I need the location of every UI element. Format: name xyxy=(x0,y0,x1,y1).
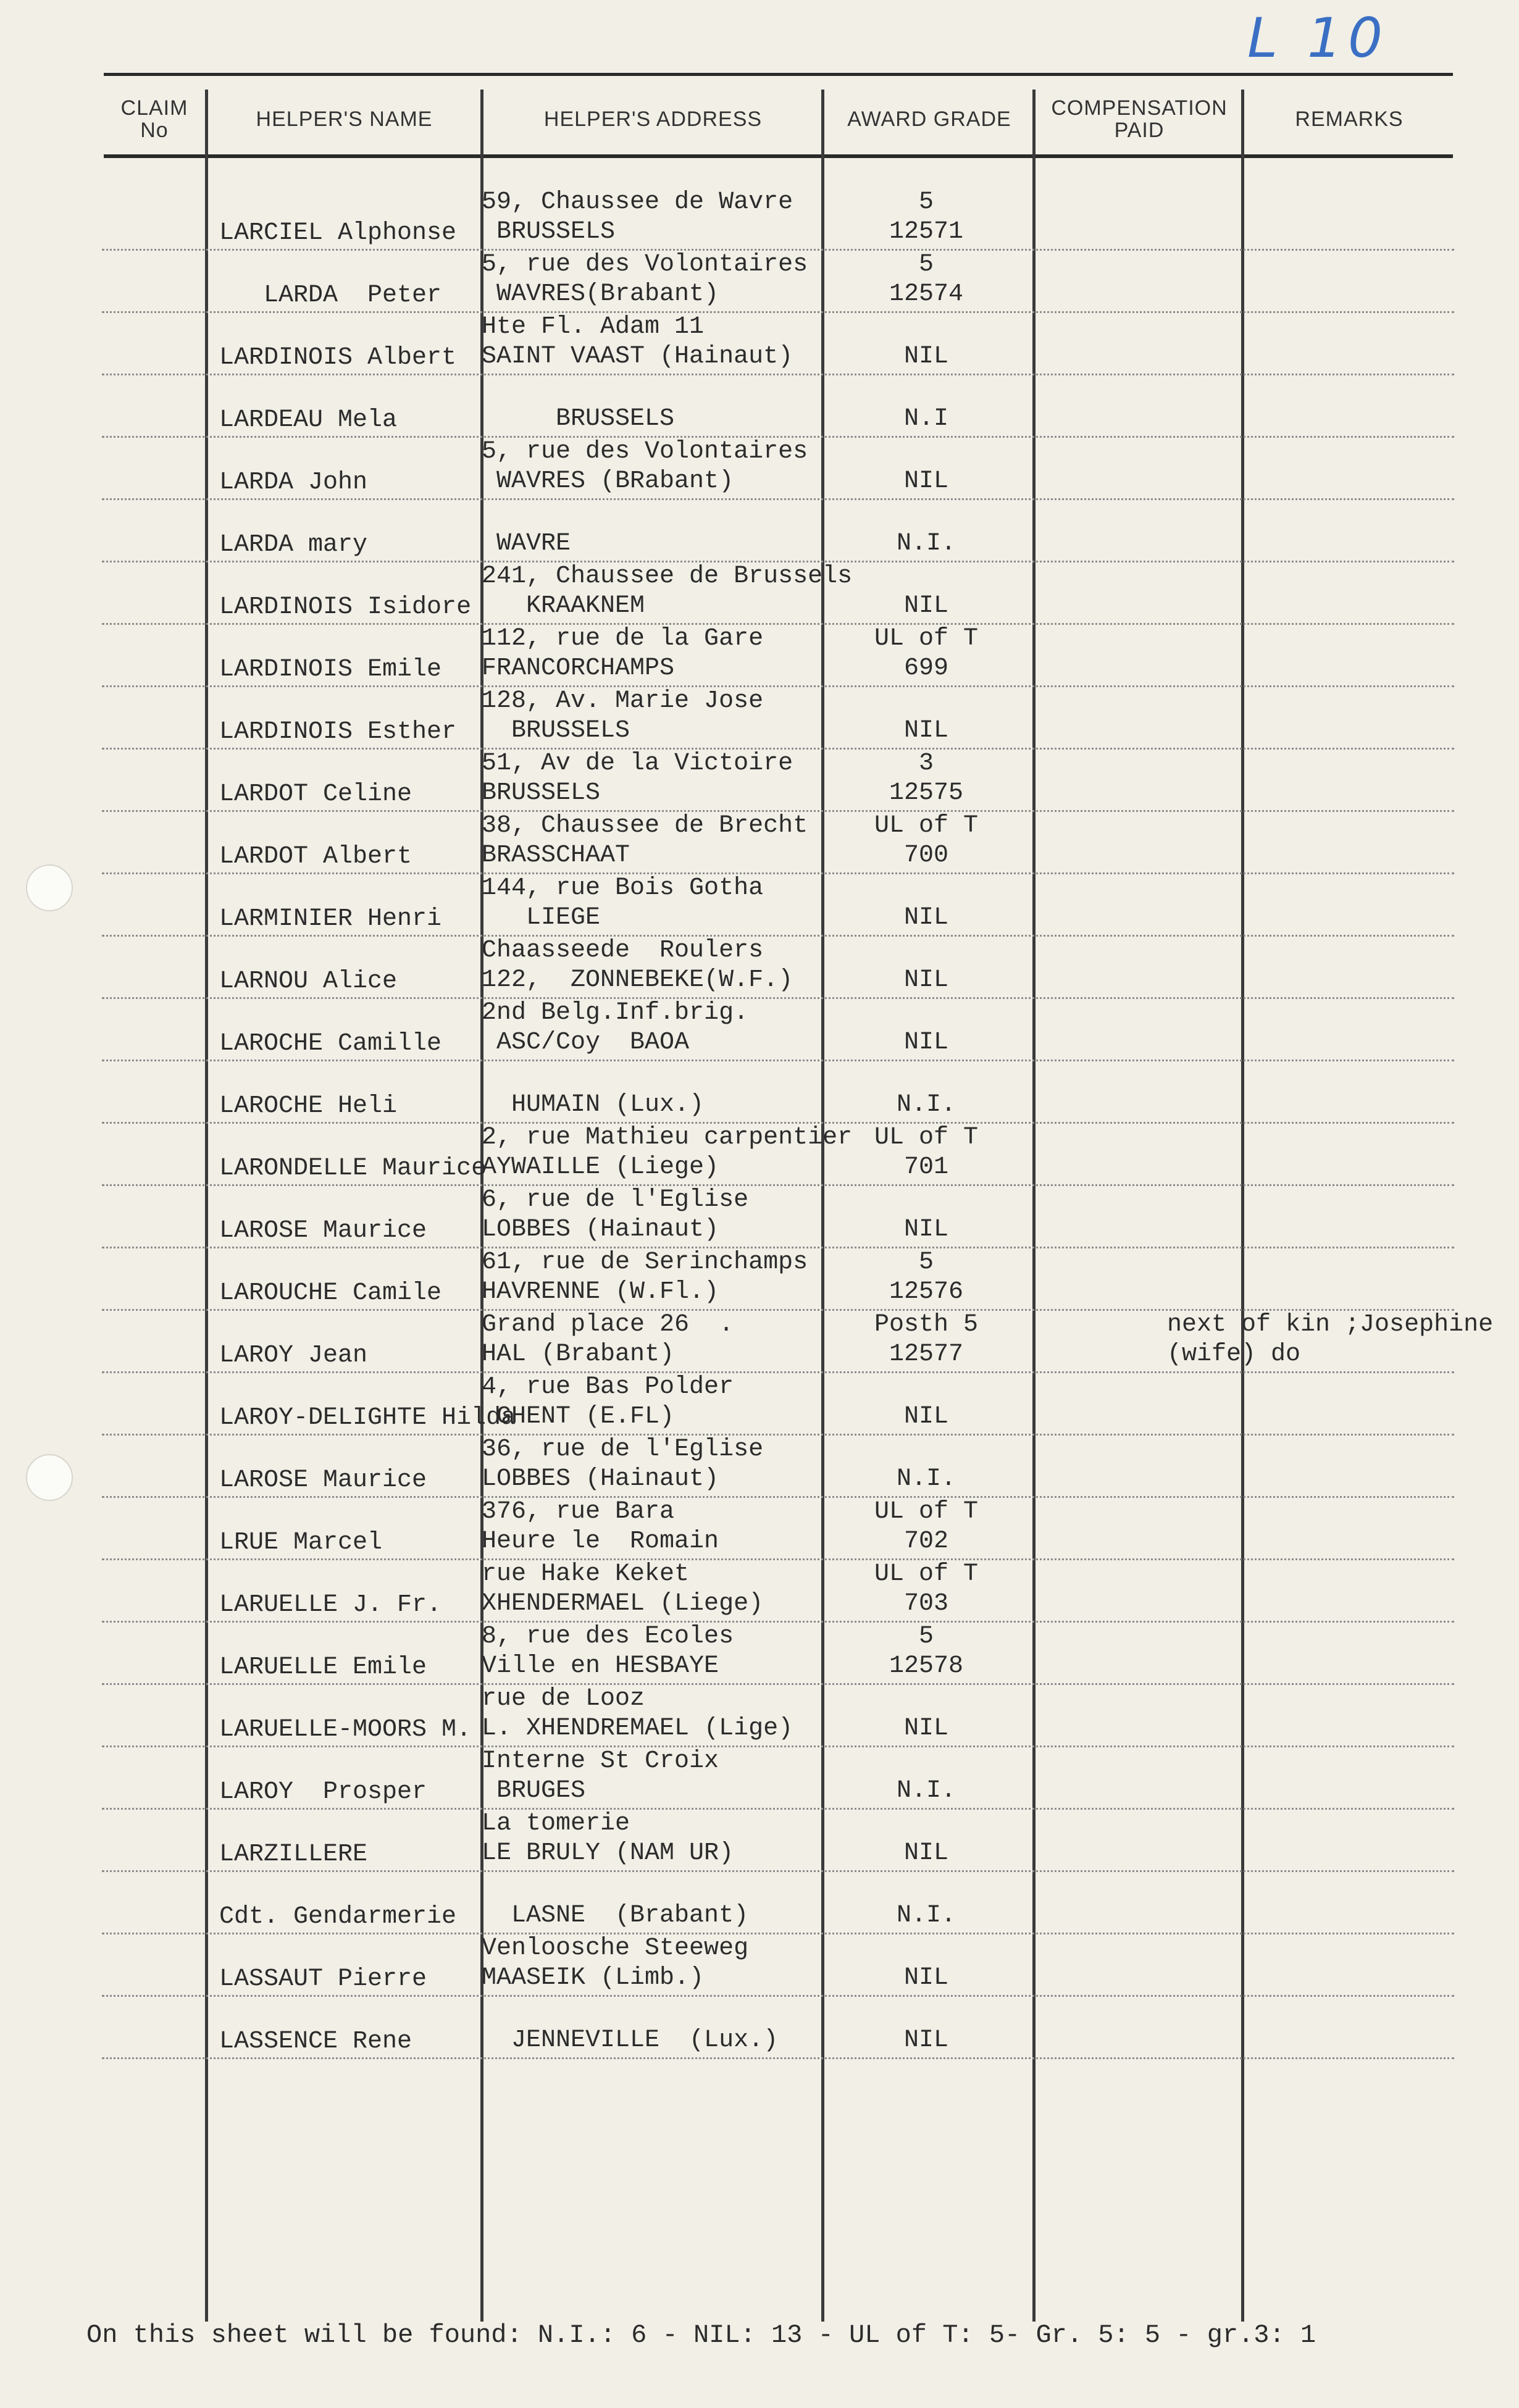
punch-hole xyxy=(26,1454,73,1501)
helper-name: LAROSE Maurice xyxy=(219,1217,427,1245)
award-grade-line: 5 xyxy=(918,1623,934,1650)
row-dotted-rule xyxy=(102,1371,1454,1373)
helper-name: LARDOT Albert xyxy=(219,843,412,871)
row-dotted-rule xyxy=(102,1496,1454,1498)
award-grade-line: N.I. xyxy=(896,1777,956,1805)
helper-name: LARDA Peter xyxy=(219,282,442,309)
helper-name: LARONDELLE Maurice xyxy=(219,1155,487,1182)
helper-name: LARUELLE Emile xyxy=(219,1653,427,1681)
row-dotted-rule xyxy=(102,2057,1454,2059)
helper-name: LAROY-DELIGHTE Hilda xyxy=(219,1404,516,1432)
helper-address-line: Grand place 26 . xyxy=(482,1311,734,1339)
header-helper-name: HELPER'S NAME xyxy=(256,107,433,131)
award-grade-line: 5 xyxy=(918,251,934,278)
award-grade-line: 5 xyxy=(918,1248,934,1276)
helper-address-line: L. XHENDREMAEL (Lige) xyxy=(482,1715,793,1742)
helper-address-line: 144, rue Bois Gotha xyxy=(482,874,764,902)
column-divider xyxy=(1032,90,1036,2322)
helper-address-line: 61, rue de Serinchamps xyxy=(482,1248,808,1276)
helper-address-line: LOBBES (Hainaut) xyxy=(482,1465,719,1493)
helper-address-line: 38, Chaussee de Brecht xyxy=(482,812,808,840)
helper-address-line: LOBBES (Hainaut) xyxy=(482,1216,719,1244)
row-dotted-rule xyxy=(102,1995,1454,1997)
award-grade-line: NIL xyxy=(903,343,948,370)
helper-name: LAROY Jean xyxy=(219,1342,368,1369)
helper-address-line: 376, rue Bara xyxy=(482,1498,675,1526)
helper-name: LAROSE Maurice xyxy=(219,1466,427,1494)
header-helper-address: HELPER'S ADDRESS xyxy=(543,107,763,131)
header-award-grade: AWARD GRADE xyxy=(847,107,1011,131)
award-grade-line: UL of T xyxy=(874,1498,979,1526)
row-dotted-rule xyxy=(102,1745,1454,1747)
helper-name: LARUELLE J. Fr. xyxy=(219,1591,442,1619)
helper-address-line: KRAAKNEM xyxy=(482,592,645,620)
helper-address-line: AYWAILLE (Liege) xyxy=(482,1153,719,1181)
helper-name: LAROY Prosper xyxy=(219,1778,427,1806)
helper-name: LARDA mary xyxy=(219,531,368,559)
award-grade-line: NIL xyxy=(903,966,948,994)
page-label: L 10 xyxy=(1247,6,1389,70)
header-bottom-rule xyxy=(104,154,1453,158)
award-grade-line: UL of T xyxy=(874,625,979,653)
helper-name: LASSENCE Rene xyxy=(219,2028,412,2055)
helper-address-line: WAVRE xyxy=(482,530,571,558)
helper-address-line: 2, rue Mathieu carpentier xyxy=(482,1124,853,1152)
helper-name: LAROCHE Heli xyxy=(219,1092,398,1120)
helper-name: LARNOU Alice xyxy=(219,968,398,995)
row-dotted-rule xyxy=(102,1184,1454,1186)
helper-address-line: 128, Av. Marie Jose xyxy=(482,687,764,715)
helper-address-line: BRUGES xyxy=(482,1777,586,1805)
row-dotted-rule xyxy=(102,311,1454,313)
award-grade-line: NIL xyxy=(903,467,948,495)
helper-address-line: 4, rue Bas Polder xyxy=(482,1373,734,1401)
helper-address-line: Interne St Croix xyxy=(482,1747,719,1775)
award-grade-line: N.I. xyxy=(896,530,956,558)
row-dotted-rule xyxy=(102,1808,1454,1810)
award-grade-line: N.I xyxy=(903,405,948,433)
helper-name: LARDOT Celine xyxy=(219,780,412,808)
row-dotted-rule xyxy=(102,1683,1454,1685)
award-grade-line: 3 xyxy=(918,750,934,777)
helper-name: LARZILLERE xyxy=(219,1841,368,1868)
row-dotted-rule xyxy=(102,623,1454,625)
helper-address-line: Hte Fl. Adam 11 xyxy=(482,313,705,341)
award-grade-line: 12578 xyxy=(889,1652,964,1680)
row-dotted-rule xyxy=(102,374,1454,375)
helper-name: LARDINOIS Albert xyxy=(219,344,457,372)
award-grade-line: UL of T xyxy=(874,1124,979,1152)
helper-address-line: 2nd Belg.Inf.brig. xyxy=(482,999,749,1027)
award-grade-line: N.I. xyxy=(896,1465,956,1493)
award-grade-line: NIL xyxy=(903,592,948,620)
helper-name: LARCIEL Alphonse xyxy=(219,219,457,247)
award-grade-line: NIL xyxy=(903,1839,948,1867)
row-dotted-rule xyxy=(102,498,1454,500)
helper-address-line: 241, Chaussee de Brussels xyxy=(482,562,853,590)
helper-address-line: 5, rue des Volontaires xyxy=(482,251,808,278)
helper-address-line: rue de Looz xyxy=(482,1685,645,1713)
helper-address-line: BRUSSELS xyxy=(482,717,630,745)
award-grade-line: Posth 5 xyxy=(874,1311,979,1339)
award-grade-line: UL of T xyxy=(874,1560,979,1588)
award-grade-line: 12576 xyxy=(889,1278,964,1306)
row-dotted-rule xyxy=(102,1621,1454,1623)
award-grade-line: 699 xyxy=(903,654,948,682)
remarks-line: next of kin ;Josephine xyxy=(1167,1311,1494,1339)
helper-address-line: 51, Av de la Victoire xyxy=(482,750,793,777)
punch-hole xyxy=(26,864,73,911)
helper-address-line: ASC/Coy BAOA xyxy=(482,1029,690,1056)
helper-address-line: HAL (Brabant) xyxy=(482,1340,675,1368)
header-remarks: REMARKS xyxy=(1295,107,1404,131)
helper-address-line: 112, rue de la Gare xyxy=(482,625,764,653)
award-grade-line: NIL xyxy=(903,1029,948,1056)
helper-address-line: 8, rue des Ecoles xyxy=(482,1623,734,1650)
helper-address-line: HAVRENNE (W.Fl.) xyxy=(482,1278,719,1306)
helper-address-line: LIEGE xyxy=(482,904,601,932)
header-claim-no: CLAIM No xyxy=(120,96,188,142)
award-grade-line: UL of T xyxy=(874,812,979,840)
helper-address-line: FRANCORCHAMPS xyxy=(482,654,675,682)
helper-name: LAROCHE Camille xyxy=(219,1030,442,1058)
helper-address-line: Venloosche Steeweg xyxy=(482,1934,749,1962)
row-dotted-rule xyxy=(102,1870,1454,1872)
helper-address-line: LASNE (Brabant) xyxy=(482,1902,749,1929)
award-grade-line: NIL xyxy=(903,1715,948,1742)
helper-address-line: WAVRES(Brabant) xyxy=(482,280,719,308)
remarks-line: (wife) do xyxy=(1167,1340,1301,1368)
helper-address-line: JENNEVILLE (Lux.) xyxy=(482,2026,779,2054)
helper-address-line: Ville en HESBAYE xyxy=(482,1652,719,1680)
row-dotted-rule xyxy=(102,685,1454,687)
helper-name: LARDA John xyxy=(219,469,368,496)
helper-name: LARDEAU Mela xyxy=(219,406,398,434)
helper-name: LARUELLE-MOORS M. xyxy=(219,1716,472,1744)
column-divider xyxy=(1241,90,1244,2322)
award-grade-line: N.I. xyxy=(896,1091,956,1119)
award-grade-line: 701 xyxy=(903,1153,948,1181)
column-divider xyxy=(821,90,824,2322)
helper-name: Cdt. Gendarmerie xyxy=(219,1903,457,1931)
column-divider xyxy=(205,90,208,2322)
award-grade-line: 703 xyxy=(903,1590,948,1618)
helper-name: LARDINOIS Esther xyxy=(219,718,457,746)
helper-address-line: La tomerie xyxy=(482,1810,630,1837)
helper-address-line: BRUSSELS xyxy=(482,779,601,807)
row-dotted-rule xyxy=(102,1933,1454,1934)
helper-address-line: 122, ZONNEBEKE(W.F.) xyxy=(482,966,793,994)
helper-name: LRUE Marcel xyxy=(219,1529,383,1557)
top-rule xyxy=(104,73,1453,76)
helper-address-line: rue Hake Keket xyxy=(482,1560,690,1588)
helper-name: LARDINOIS Isidore xyxy=(219,593,472,621)
helper-name: LAROUCHE Camile xyxy=(219,1279,442,1307)
helper-address-line: 6, rue de l'Eglise xyxy=(482,1186,749,1214)
award-grade-line: NIL xyxy=(903,1216,948,1244)
helper-name: LARMINIER Henri xyxy=(219,905,442,933)
helper-address-line: 36, rue de l'Eglise xyxy=(482,1436,764,1463)
award-grade-line: 12571 xyxy=(889,218,964,246)
helper-name: LASSAUT Pierre xyxy=(219,1965,427,1993)
award-grade-line: 5 xyxy=(918,188,934,216)
award-grade-line: NIL xyxy=(903,904,948,932)
award-grade-line: NIL xyxy=(903,1403,948,1431)
award-grade-line: 700 xyxy=(903,842,948,869)
award-grade-line: NIL xyxy=(903,1964,948,1992)
row-dotted-rule xyxy=(102,997,1454,999)
helper-address-line: BRUSSELS xyxy=(482,405,675,433)
award-grade-line: 702 xyxy=(903,1528,948,1555)
row-dotted-rule xyxy=(102,1434,1454,1436)
helper-name: LARDINOIS Emile xyxy=(219,656,442,684)
helper-address-line: MAASEIK (Limb.) xyxy=(482,1964,705,1992)
award-grade-line: 12577 xyxy=(889,1340,964,1368)
header-compensation-paid: COMPENSATION PAID xyxy=(1051,96,1228,142)
helper-address-line: BRASSCHAAT xyxy=(482,842,630,869)
award-grade-line: 12574 xyxy=(889,280,964,308)
helper-address-line: WAVRES (BRabant) xyxy=(482,467,734,495)
row-dotted-rule xyxy=(102,1060,1454,1061)
award-grade-line: 12575 xyxy=(889,779,964,807)
helper-address-line: HUMAIN (Lux.) xyxy=(482,1091,705,1119)
helper-address-line: 5, rue des Volontaires xyxy=(482,438,808,466)
helper-address-line: 59, Chaussee de Wavre xyxy=(482,188,793,216)
helper-address-line: Chaasseede Roulers xyxy=(482,937,764,964)
award-grade-line: NIL xyxy=(903,2026,948,2054)
row-dotted-rule xyxy=(102,872,1454,874)
row-dotted-rule xyxy=(102,1558,1454,1560)
helper-address-line: Heure le Romain xyxy=(482,1528,719,1555)
helper-address-line: SAINT VAAST (Hainaut) xyxy=(482,343,793,370)
award-grade-line: NIL xyxy=(903,717,948,745)
helper-address-line: BRUSSELS xyxy=(482,218,616,246)
award-grade-line: N.I. xyxy=(896,1902,956,1929)
sheet-summary: On this sheet will be found: N.I.: 6 - NIL: 13 - UL of T: 5- Gr. 5: 5 - gr.3: 1 xyxy=(86,2320,1316,2350)
helper-address-line: XHENDERMAEL (Liege) xyxy=(482,1590,764,1618)
row-dotted-rule xyxy=(102,935,1454,937)
helper-address-line: LE BRULY (NAM UR) xyxy=(482,1839,734,1867)
helper-address-line: GHENT (E.FL) xyxy=(482,1403,675,1431)
